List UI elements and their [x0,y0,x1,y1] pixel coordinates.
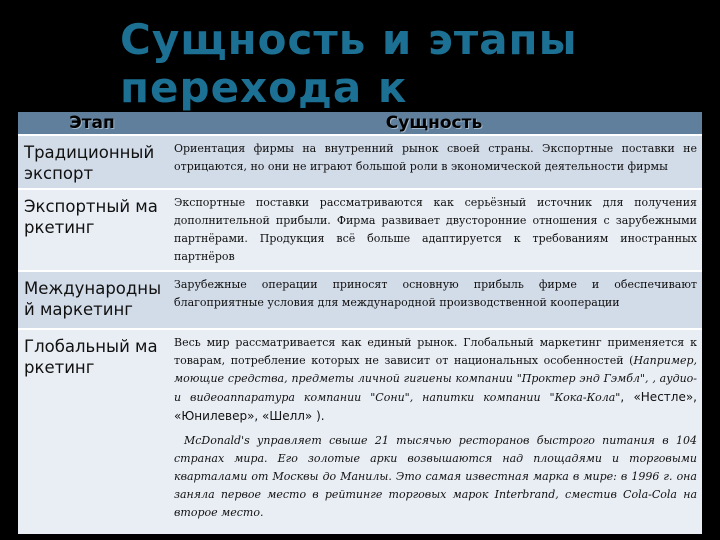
essence-cell: Экспортные поставки рассматриваются как серьёзный источник для получения дополнительной прибыли. Фирма развивает двусторонние отношения с зарубежными партнёрами. Продукция всё больше адаптируется к требованиям иностранных партнёров [166,189,702,271]
slide-title-line-1: Сущность и этапы [120,15,578,64]
slide-title-line-2: перехода к [120,63,408,112]
table-row [18,135,702,189]
table-header-row [18,112,702,135]
essence-intro: Весь мир рассматривается как единый рынок. Глобальный маркетинг применяется к товарам, потребление которых не зависит от национальных особенностей ( [174,336,697,367]
stages-table [18,112,702,534]
slide-title [120,16,700,112]
essence-paragraph [174,334,697,426]
stage-cell: Глобальный маркетинг [18,329,166,534]
table-row [18,329,702,534]
essence-brands: , «Нестле», «Юнилевер», «Шелл» ). [174,390,697,423]
table-row [18,271,702,329]
essence-mcdonalds-paragraph: McDonald's управляет свыше 21 тысячью ресторанов быстрого питания в 104 странах мира. Его золотые арки возвышаются над площадями и торговыми кварталами от Москвы до Манилы. Это самая известная марка в мире: в 1996 г. она заняла первое место в рейтинге торговых марок Interbrand, сместив Cola-Cola на второе место. [174,434,697,519]
header-stage: Этап [18,112,166,135]
essence-examples: Например, моющие средства, предметы личной гигиены компании "Проктер энд Гэмбл", , аудио- и видеоаппаратура компании "Сони", напитки компании "Кока-Кола" [174,354,697,404]
stage-cell: Международный маркетинг [18,271,166,329]
header-essence: Сущность [166,112,702,135]
stage-cell: Традиционный экспорт [18,135,166,189]
table-row [18,189,702,271]
essence-cell: Ориентация фирмы на внутренний рынок своей страны. Экспортные поставки не отрицаются, но они не играют большой роли в экономической деятельности фирмы [166,135,702,189]
stage-cell: Экспортный маркетинг [18,189,166,271]
essence-cell [166,329,702,534]
essence-cell: Зарубежные операции приносят основную прибыль фирме и обеспечивают благоприятные условия для международной производственной кооперации [166,271,702,329]
